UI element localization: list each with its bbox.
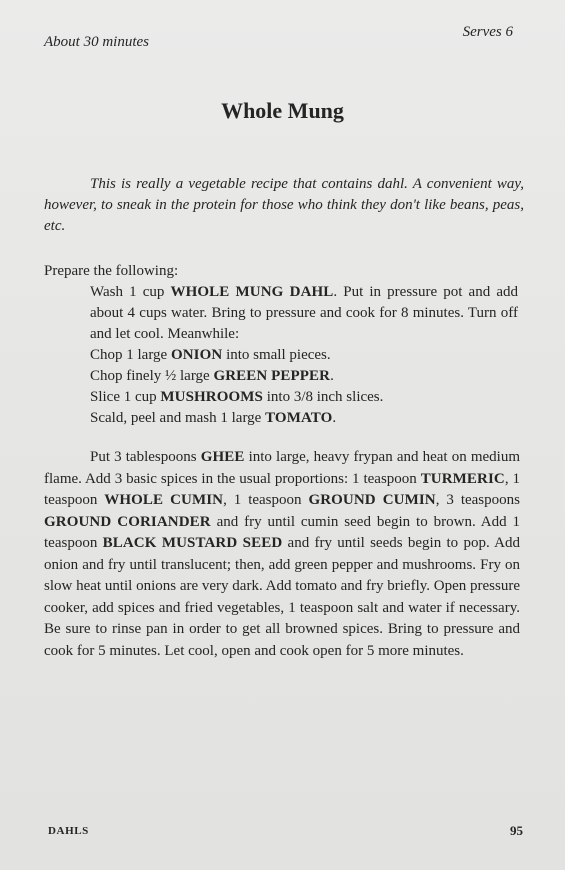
step-mash-tomato <box>90 408 518 429</box>
ingredient-name: MUSHROOMS <box>160 389 263 405</box>
servings: Serves 6 <box>462 24 513 40</box>
recipe-intro: This is really a vegetable recipe that contains dahl. A convenient way, however, to sneak in the protein for those who think they don't like beans, peas, etc. <box>44 176 524 234</box>
ingredient-name: ONION <box>170 347 223 363</box>
text-run: . <box>330 368 334 384</box>
text-run: . <box>332 410 337 426</box>
text-run: into small pieces. <box>222 347 331 363</box>
text-run: and fry until cumin seed begin to brown. Add 1 teaspoon <box>44 513 520 551</box>
text-run: Scald, peel and mash 1 large <box>90 410 266 426</box>
ingredient-name: BLACK MUSTARD SEED <box>102 535 283 551</box>
text-run: Chop 1 large <box>90 347 171 363</box>
text-run: Slice 1 cup <box>90 389 161 405</box>
step-chop-onion <box>90 345 518 366</box>
recipe-title: Whole Mung <box>221 98 344 123</box>
text-run: , 1 teaspoon <box>223 492 309 508</box>
text-run: into large, heavy frypan and heat on medium flame. Add 3 basic spices in the usual proportions: 1 teaspoon <box>44 449 520 487</box>
ingredient-name: GROUND CUMIN <box>308 492 436 508</box>
section-name: DAHLS <box>48 825 89 837</box>
step-wash-dahl <box>90 282 518 345</box>
ingredient-name: TURMERIC <box>420 470 505 487</box>
step-slice-mushrooms <box>90 387 518 408</box>
text-run: Put 3 tablespoons <box>90 449 201 465</box>
page-number: 95 <box>510 823 523 838</box>
text-run: , 3 teaspoons <box>435 492 520 508</box>
text-run: Wash 1 cup <box>90 284 171 300</box>
text-run: . Put in pressure pot and add about 4 cups water. Bring to pressure and cook for 8 minutes. Turn off and let cool. Meanwhile: <box>90 284 518 342</box>
ingredient-name: WHOLE CUMIN <box>104 492 224 508</box>
ingredient-name: WHOLE MUNG DAHL <box>170 284 334 300</box>
step-chop-pepper <box>90 366 518 387</box>
text-run: into 3/8 inch slices. <box>262 389 384 405</box>
text-run: Chop finely ½ large <box>90 368 214 384</box>
preparation-steps <box>90 282 518 429</box>
prepare-label: Prepare the following: <box>44 263 179 279</box>
ingredient-name: TOMATO <box>265 410 333 426</box>
ingredient-name: GREEN PEPPER <box>213 368 331 384</box>
cooking-method <box>44 447 520 662</box>
prep-time: About 30 minutes <box>44 34 149 50</box>
text-run: , 1 teaspoon <box>44 470 521 508</box>
ingredient-name: GHEE <box>200 449 245 465</box>
ingredient-name: GROUND CORIANDER <box>44 513 211 530</box>
text-run: and fry until seeds begin to pop. Add onion and fry until translucent; then, add green pepper and mushrooms. Fry on slow heat until onions are very dark. Add tomato and fry briefly. Open pressure cooker, add spices and fried vegetables, 1 teaspoon salt and water if necessary. Be sure to rinse pan in order to get all browned spices. Bring to pressure and cook for 5 minutes. Let cool, open and cook open for 5 more minutes. <box>44 535 520 659</box>
